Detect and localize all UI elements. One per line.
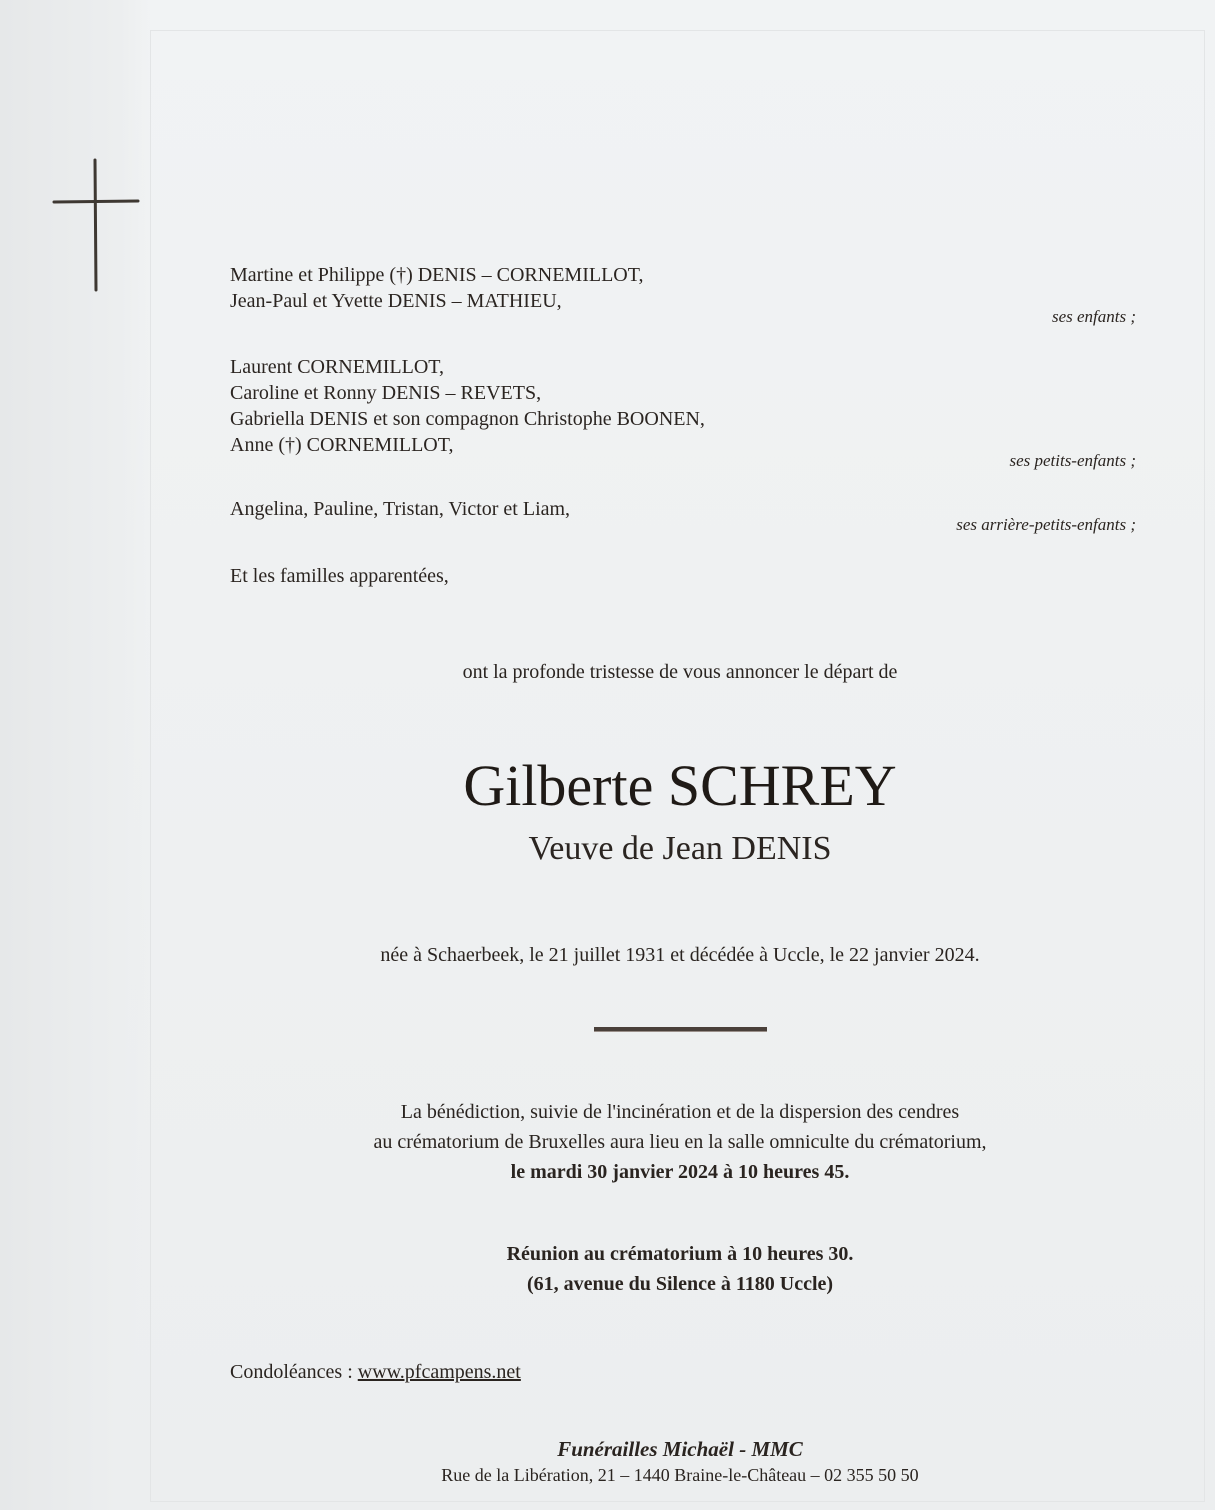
divider (594, 1027, 767, 1032)
family-member: Angelina, Pauline, Tristan, Victor et Liam, (230, 498, 571, 520)
cross-icon (52, 158, 140, 292)
announcement-intro: ont la profonde tristesse de vous annoncer le départ de (462, 661, 898, 683)
widow-of: Veuve de Jean DENIS (528, 830, 832, 867)
family-member: Laurent CORNEMILLOT, (230, 356, 445, 378)
great-grandchildren-label: ses arrière-petits-enfants ; (956, 515, 1136, 534)
family-member: Martine et Philippe (†) DENIS – CORNEMILLOT, (230, 264, 644, 286)
family-member: Jean-Paul et Yvette DENIS – MATHIEU, (230, 290, 562, 312)
great-grandchildren-list (230, 496, 570, 522)
ceremony-line: La bénédiction, suivie de l'incinération et de la dispersion des cendres (400, 1101, 960, 1123)
ceremony-line: au crématorium de Bruxelles aura lieu en la salle omniculte du crématorium, (373, 1131, 987, 1153)
meeting-address: (61, avenue du Silence à 1180 Uccle) (526, 1273, 834, 1295)
condolences (230, 1361, 521, 1384)
condolences-link[interactable]: www.pfcampens.net (357, 1361, 521, 1383)
ceremony-details (290, 1097, 1070, 1187)
meeting-details (340, 1239, 1020, 1299)
meeting-time: Réunion au crématorium à 10 heures 30. (506, 1243, 854, 1265)
condolences-label: Condoléances : (230, 1361, 358, 1383)
grandchildren-list (230, 354, 705, 458)
family-member: Gabriella DENIS et son compagnon Christophe BOONEN, (230, 408, 705, 430)
relatives-text: Et les familles apparentées, (230, 565, 449, 587)
funeral-home-address: Rue de la Libération, 21 – 1440 Braine-le-Château – 02 355 50 50 (441, 1465, 919, 1485)
ceremony-datetime: le mardi 30 janvier 2024 à 10 heures 45. (510, 1161, 850, 1183)
children-label: ses enfants ; (1051, 307, 1136, 326)
deceased-name: Gilberte SCHREY (463, 753, 897, 818)
funeral-home-name: Funérailles Michaël - MMC (557, 1437, 803, 1461)
family-member: Anne (†) CORNEMILLOT, (230, 434, 454, 456)
grandchildren-label: ses petits-enfants ; (1009, 451, 1136, 470)
birth-death-dates: née à Schaerbeek, le 21 juillet 1931 et décédée à Uccle, le 22 janvier 2024. (380, 944, 980, 966)
relatives-line (230, 563, 449, 589)
children-list (230, 262, 643, 314)
family-member: Caroline et Ronny DENIS – REVETS, (230, 382, 542, 404)
